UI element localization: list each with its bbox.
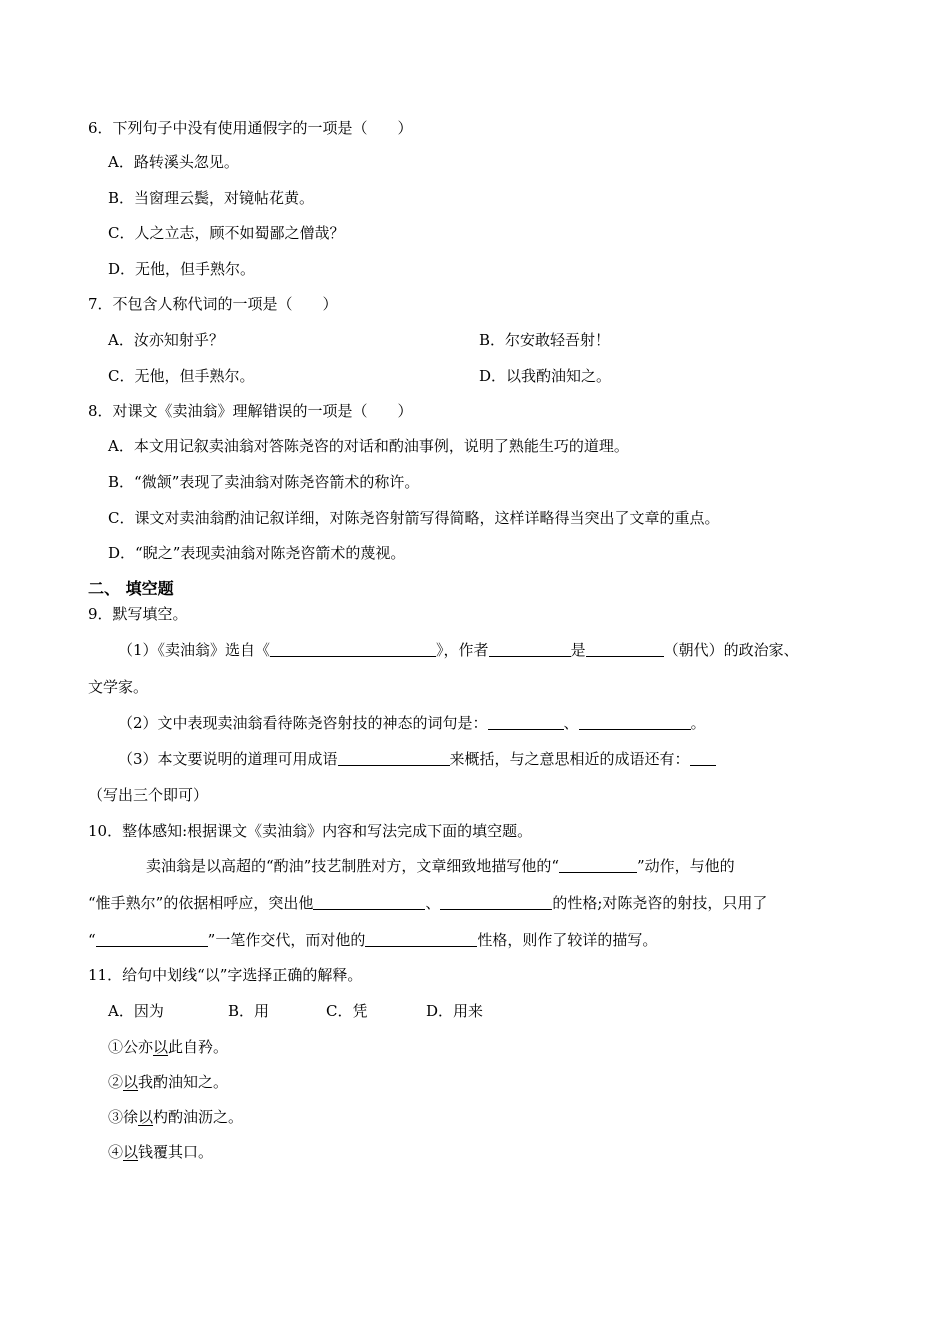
q11-item-4 [108, 1142, 213, 1162]
q11-choice-c: C．凭 [326, 1002, 368, 1020]
q10-line2 [88, 893, 767, 913]
q9-part2 [118, 713, 706, 733]
q10-line3-text-a: “ [88, 931, 96, 949]
q10-line3-text-b: ”一笔作交代，而对他的 [207, 931, 366, 949]
blank-action[interactable] [559, 857, 637, 873]
q9-part3-continued: （写出三个即可） [88, 786, 209, 804]
blank-trait-3[interactable] [365, 931, 477, 947]
q8-option-c: C．课文对卖油翁酌油记叙详细，对陈尧咨射箭写得简略，这样详略得当突出了文章的重点。 [108, 509, 720, 527]
q6-option-b: B．当窗理云鬓，对镜帖花黄。 [108, 189, 315, 207]
blank-author[interactable] [489, 641, 571, 657]
q7-option-a: A．汝亦知射乎？ [108, 331, 224, 349]
q9-part2-text-c: 。 [690, 714, 706, 732]
q9-part1-text-a: （1）《卖油翁》选自《 [118, 641, 271, 659]
q10-line2-text-b: 、 [425, 894, 441, 912]
q11-item-1-keyword: 以 [153, 1038, 169, 1056]
section-heading: 二、 填空题 [88, 579, 174, 598]
q11-item-1 [108, 1037, 228, 1057]
q7-stem: 7．不包含人称代词的一项是（ ） [88, 295, 338, 313]
q6-stem: 6．下列句子中没有使用通假字的一项是（ ） [88, 119, 413, 137]
q11-item-4-suffix: 钱覆其口。 [138, 1143, 214, 1161]
q8-option-d: D．“睨之”表现卖油翁对陈尧咨箭术的蔑视。 [108, 544, 406, 562]
q10-line2-text-a: “惟手熟尔”的依据相呼应，突出他 [88, 894, 314, 912]
q6-option-c: C．人之立志，顾不如蜀鄙之僧哉？ [108, 224, 345, 242]
q11-item-4-keyword: 以 [123, 1143, 139, 1161]
blank-summary-phrase[interactable] [96, 931, 208, 947]
q8-stem: 8．对课文《卖油翁》理解错误的一项是（ ） [88, 402, 413, 420]
q7-option-b: B．尔安敢轻吾射！ [479, 331, 611, 349]
q11-choice-d: D．用来 [426, 1002, 484, 1020]
q11-item-1-suffix: 此自矜。 [168, 1038, 229, 1056]
q11-item-2 [108, 1072, 228, 1092]
q11-stem: 11．给句中划线“以”字选择正确的解释。 [88, 966, 363, 984]
q11-item-4-prefix: ④ [108, 1143, 124, 1161]
q11-item-3-suffix: 杓酌油沥之。 [153, 1108, 244, 1126]
q11-item-1-prefix: ①公亦 [108, 1038, 154, 1056]
q9-part1 [118, 640, 799, 660]
q9-part3-text-a: （3）本文要说明的道理可用成语 [118, 750, 338, 768]
blank-dynasty[interactable] [586, 641, 664, 657]
q11-item-3-keyword: 以 [138, 1108, 154, 1126]
q8-option-a: A．本文用记叙卖油翁对答陈尧咨的对话和酌油事例，说明了熟能生巧的道理。 [108, 437, 629, 455]
q6-option-d: D．无他，但手熟尔。 [108, 260, 256, 278]
q9-stem: 9．默写填空。 [88, 605, 188, 623]
blank-trait-1[interactable] [313, 894, 425, 910]
q9-part2-text-b: 、 [563, 714, 579, 732]
blank-idiom[interactable] [338, 750, 450, 766]
q11-item-3 [108, 1107, 243, 1127]
q9-part2-text-a: （2）文中表现卖油翁看待陈尧咨射技的神态的词句是： [118, 714, 488, 732]
q8-option-b: B．“微颔”表现了卖油翁对陈尧咨箭术的称许。 [108, 473, 420, 491]
q9-part1-text-b: 》，作者 [436, 641, 489, 659]
blank-source-book[interactable] [270, 641, 436, 657]
q11-item-3-prefix: ③徐 [108, 1108, 139, 1126]
q11-choice-a: A．因为 [108, 1002, 164, 1020]
q10-line3 [88, 930, 657, 950]
q11-item-2-keyword: 以 [123, 1073, 139, 1091]
q10-line2-text-c: 的性格;对陈尧咨的射技，只用了 [552, 894, 768, 912]
q6-option-a: A．路转溪头忽见。 [108, 153, 239, 171]
q9-part1-text-c: 是 [570, 641, 586, 659]
q10-line3-text-c: 性格，则作了较详的描写。 [477, 931, 658, 949]
q10-line1-text-a: 卖油翁是以高超的“酌油”技艺制胜对方，文章细致地描写他的“ [146, 857, 560, 875]
q7-option-d: D．以我酌油知之。 [479, 367, 612, 385]
blank-expression-2[interactable] [579, 714, 691, 730]
q11-item-2-suffix: 我酌油知之。 [138, 1073, 229, 1091]
q11-item-2-prefix: ② [108, 1073, 124, 1091]
q10-line1-text-b: ”动作，与他的 [637, 857, 735, 875]
q11-choice-b: B．用 [228, 1002, 270, 1020]
q9-part1-text-d: （朝代）的政治家、 [663, 641, 799, 659]
q7-option-c: C．无他，但手熟尔。 [108, 367, 255, 385]
q9-part3-text-b: 来概括，与之意思相近的成语还有： [449, 750, 690, 768]
q10-stem: 10．整体感知:根据课文《卖油翁》内容和写法完成下面的填空题。 [88, 822, 533, 840]
q9-part1-continued: 文学家。 [88, 678, 149, 696]
q9-part3 [118, 749, 716, 769]
blank-trait-2[interactable] [440, 894, 552, 910]
q10-line1 [146, 856, 735, 876]
blank-expression-1[interactable] [488, 714, 564, 730]
blank-similar-idioms[interactable] [690, 750, 716, 766]
